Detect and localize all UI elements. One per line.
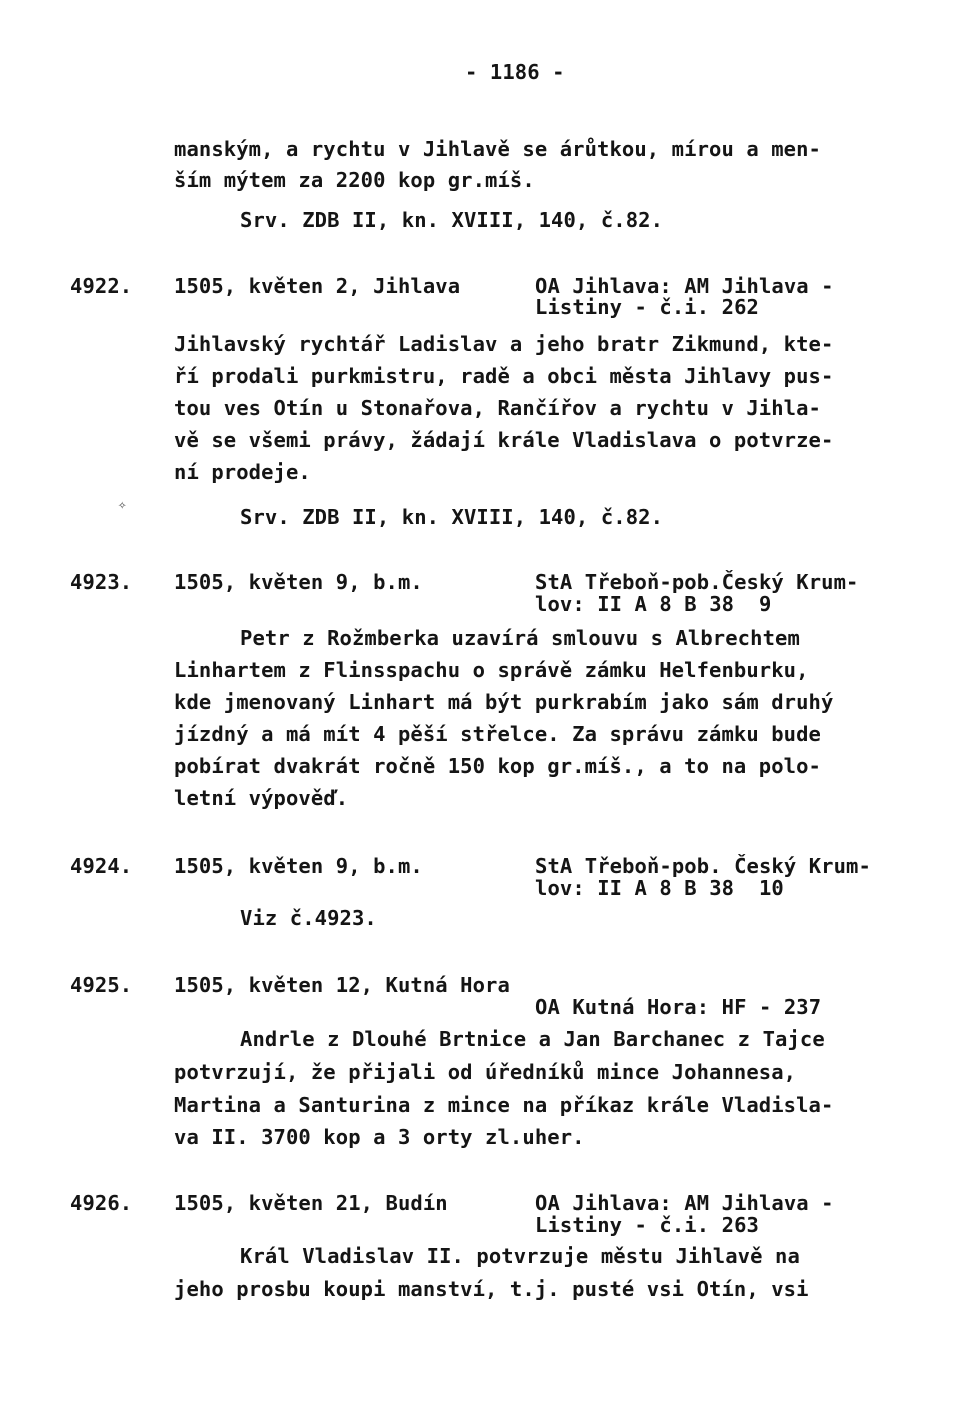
entry-reference: Viz č.4923. (240, 906, 377, 930)
entry-number: 4925. (70, 973, 133, 997)
entry-date-place: 1505, květen 9, b.m. (174, 570, 423, 594)
entry-archive: StA Třeboň-pob. Český Krum- (535, 854, 871, 878)
entry-archive: lov: II A 8 B 38 10 (535, 876, 784, 900)
entry-text-line: ní prodeje. (174, 460, 311, 484)
entry-archive: lov: II A 8 B 38 9 (535, 592, 772, 616)
entry-text-line: jeho prosbu koupi manství, t.j. pusté vsi Otín, vsi (174, 1277, 809, 1301)
page-number: - 1186 - (465, 60, 565, 84)
continuation-line: manským, a rychtu v Jihlavě se árůtkou, mírou a men- (174, 137, 821, 161)
entry-date-place: 1505, květen 21, Budín (174, 1191, 448, 1215)
entry-text-line: Král Vladislav II. potvrzuje městu Jihlavě na (240, 1244, 800, 1268)
entry-text-line: letní výpověď. (174, 786, 349, 810)
entry-text-line: Petr z Rožmberka uzavírá smlouvu s Albrechtem (240, 626, 800, 650)
entry-date-place: 1505, květen 2, Jihlava (174, 274, 461, 298)
entry-text-line: kde jmenovaný Linhart má být purkrabím jako sám druhý (174, 690, 834, 714)
entry-archive: OA Jihlava: AM Jihlava - (535, 1191, 834, 1215)
continuation-line: ším mýtem za 2200 kop gr.míš. (174, 168, 535, 192)
entry-archive: Listiny - č.i. 262 (535, 295, 759, 319)
entry-archive: OA Kutná Hora: HF - 237 (535, 995, 822, 1019)
margin-mark-icon: ✧ (118, 497, 127, 513)
entry-date-place: 1505, květen 12, Kutná Hora (174, 973, 510, 997)
entry-number: 4924. (70, 854, 133, 878)
entry-archive: Listiny - č.i. 263 (535, 1213, 759, 1237)
entry-text-line: Jihlavský rychtář Ladislav a jeho bratr Zikmund, kte- (174, 332, 834, 356)
entry-text-line: jízdný a má mít 4 pěší střelce. Za správu zámku bude (174, 722, 821, 746)
entry-archive: StA Třeboň-pob.Český Krum- (535, 570, 859, 594)
entry-number: 4926. (70, 1191, 133, 1215)
entry-number: 4922. (70, 274, 133, 298)
continuation-reference: Srv. ZDB II, kn. XVIII, 140, č.82. (240, 208, 664, 232)
entry-text-line: potvrzují, že přijali od úředníků mince Johannesa, (174, 1060, 797, 1084)
entry-reference: Srv. ZDB II, kn. XVIII, 140, č.82. (240, 505, 664, 529)
entry-text-line: ří prodali purkmistru, radě a obci města Jihlavy pus- (174, 364, 834, 388)
entry-text-line: vě se všemi právy, žádají krále Vladislava o potvrze- (174, 428, 834, 452)
entry-text-line: tou ves Otín u Stonařova, Rančířov a rychtu v Jihla- (174, 396, 821, 420)
entry-date-place: 1505, květen 9, b.m. (174, 854, 423, 878)
entry-text-line: va II. 3700 kop a 3 orty zl.uher. (174, 1125, 585, 1149)
entry-number: 4923. (70, 570, 133, 594)
entry-text-line: Martina a Santurina z mince na příkaz krále Vladisla- (174, 1093, 834, 1117)
entry-archive: OA Jihlava: AM Jihlava - (535, 274, 834, 298)
entry-text-line: Andrle z Dlouhé Brtnice a Jan Barchanec z Tajce (240, 1027, 825, 1051)
entry-text-line: Linhartem z Flinsspachu o správě zámku Helfenburku, (174, 658, 809, 682)
entry-text-line: pobírat dvakrát ročně 150 kop gr.míš., a to na polo- (174, 754, 821, 778)
